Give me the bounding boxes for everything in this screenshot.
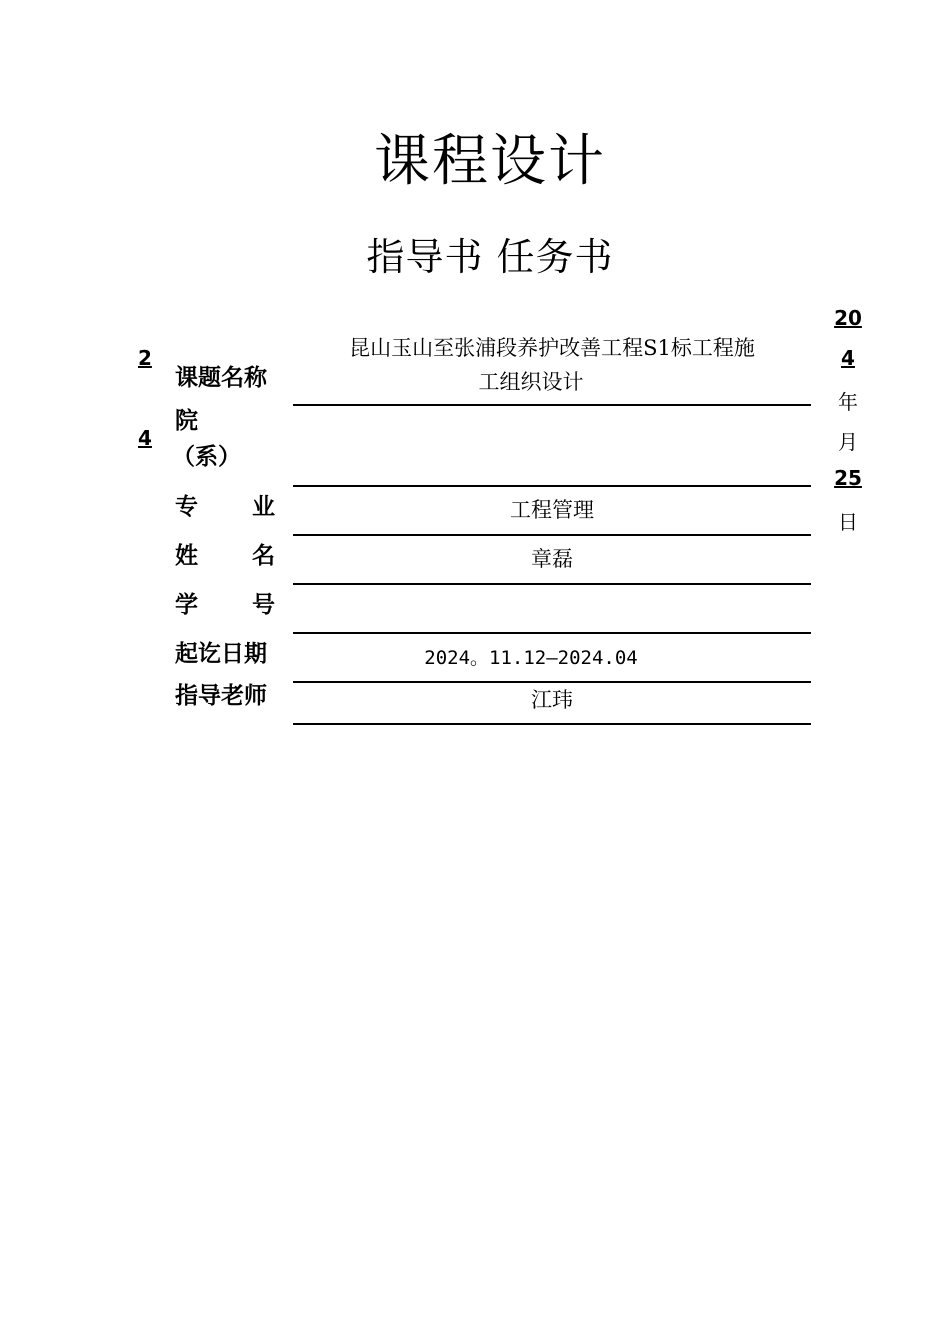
page-subtitle: 指导书 任务书 [366,235,614,279]
department-underline [293,485,811,487]
topic-value-line1: 昆山玉山至张浦段养护改善工程S1标工程施 [349,336,755,360]
name-underline [293,583,811,585]
major-label-char-2: 业 [252,494,275,520]
department-label-line1: 院 [175,408,198,434]
advisor-label: 指导老师 [175,683,267,709]
student-id-label [175,590,275,620]
margin-date-day-char: 日 [838,510,858,534]
margin-fragment-left-2: 4 [138,426,152,450]
topic-underline [293,404,811,406]
student-id-label-char-2: 号 [252,592,275,618]
margin-date-year-part1: 20 [834,306,862,330]
name-label [175,541,275,571]
page-title: 课程设计 [374,129,606,194]
name-label-char-2: 名 [252,543,275,569]
period-label: 起讫日期 [175,641,267,667]
margin-date-year-char: 年 [838,390,858,414]
major-label-char-1: 专 [175,494,198,520]
advisor-underline [293,723,811,725]
period-value: 2024。11.12—2024.04 [424,647,638,669]
student-id-underline [293,632,811,634]
major-underline [293,534,811,536]
margin-date-day-number: 25 [834,466,862,490]
topic-value-line2: 工组织设计 [478,370,584,394]
department-label-line2: （系） [172,444,241,470]
major-label [175,492,275,522]
name-label-char-1: 姓 [175,543,198,569]
margin-date-month-char: 月 [838,430,858,454]
major-value: 工程管理 [510,498,594,522]
margin-date-year-part2: 4 [841,346,855,370]
period-underline [293,681,811,683]
advisor-value: 江玮 [531,688,573,712]
margin-fragment-left-1: 2 [138,346,152,370]
topic-label: 课题名称 [175,365,267,391]
name-value: 章磊 [531,547,573,571]
student-id-label-char-1: 学 [175,592,198,618]
